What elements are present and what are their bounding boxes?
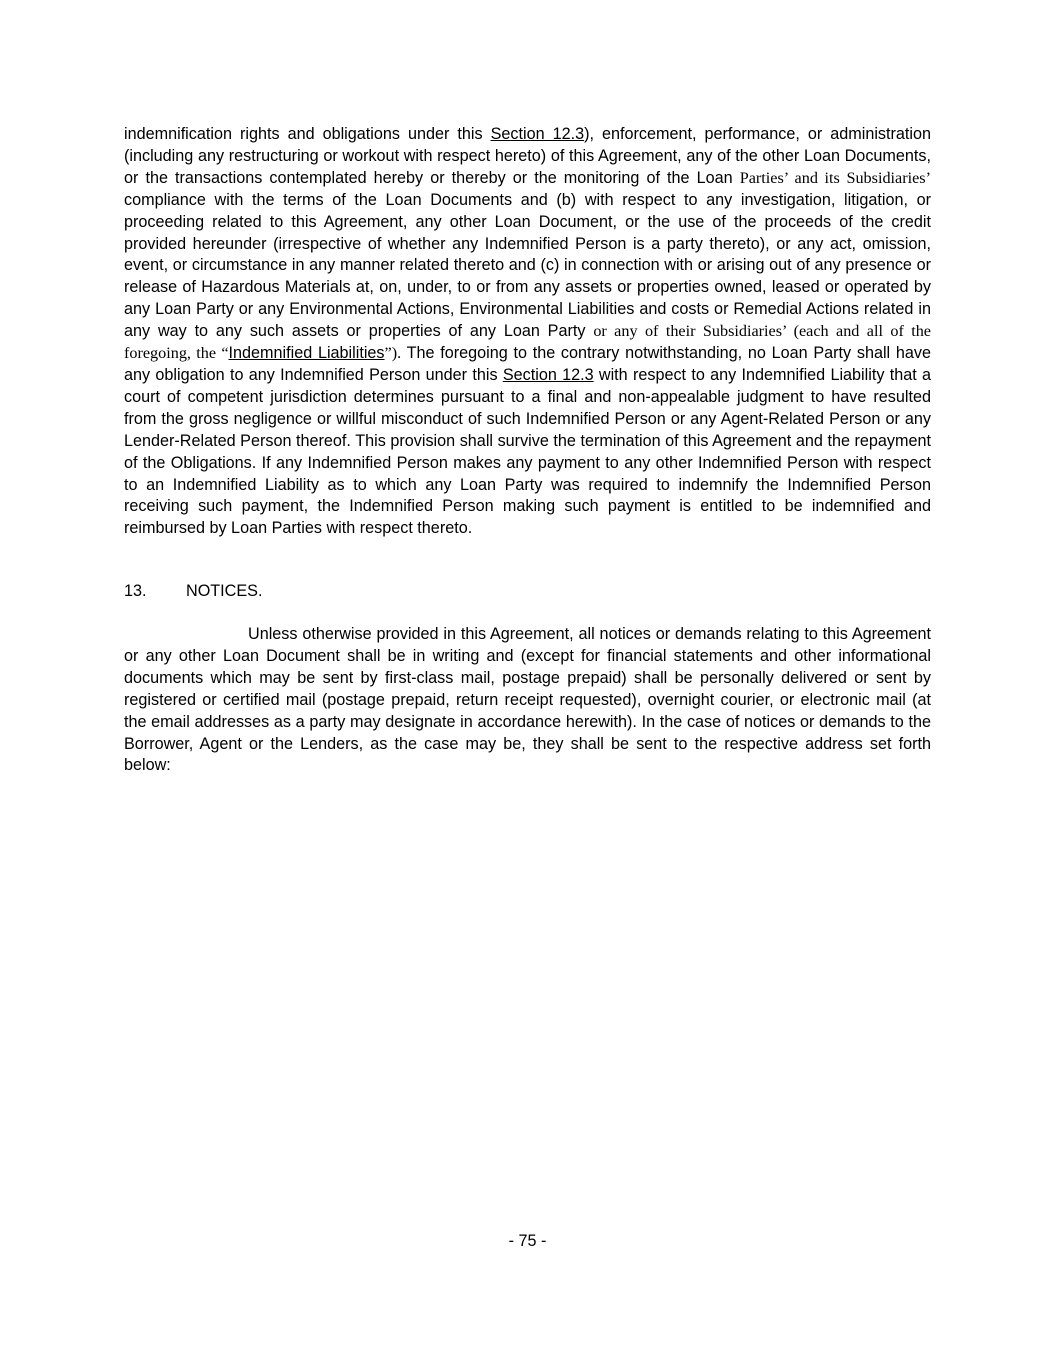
section-number: 13. bbox=[124, 582, 147, 600]
para1-serif-text-3: ”). bbox=[384, 344, 402, 363]
para1-text-3: compliance with the terms of the Loan Documents and (b) with respect to any investigation, litigation, or proceeding related to this Agreement, any other Loan Document, or the use of the proceeds of the credit provided hereunder (irrespective of whether any Indemnified Person is a party thereto), or any act, omission, event, or circumstance in any manner related thereto and (c) in connection with or arising out of any presence or release of Hazardous Materials at, on, under, to or from any assets or properties owned, leased or operated by any Loan Party or any Environmental Actions, Environmental Liabilities and costs or Remedial Actions related in any way to any such assets or properties of any Loan Party bbox=[124, 190, 931, 341]
section-reference-link: Section 12.3 bbox=[490, 125, 585, 143]
section-heading bbox=[124, 581, 262, 603]
defined-term: Indemnified Liabilities bbox=[228, 344, 385, 363]
page-number: - 75 - bbox=[508, 1232, 547, 1250]
para1-serif-text-2: or any of their Subsidiaries’ (each and all of the foregoing, the “ bbox=[124, 322, 931, 363]
para1-text-4: The foregoing to the contrary notwithstanding, no Loan Party shall have any obligation to any Indemnified Person under this bbox=[124, 344, 931, 384]
paragraph-notices bbox=[124, 624, 931, 777]
para1-text-2: ), enforcement, performance, or administration (including any restructuring or workout with respect hereto) of this Agreement, any of the other Loan Documents, or the transactions contemplated hereby or thereby or the monitoring of the Loan bbox=[124, 125, 932, 187]
para1-text-1: indemnification rights and obligations under this bbox=[124, 125, 491, 143]
paragraph-indemnification bbox=[124, 124, 931, 540]
para2-text: Unless otherwise provided in this Agreement, all notices or demands relating to this Agreement or any other Loan Document shall be in writing and (except for financial statements and other informational documents which may be sent by first-class mail, postage prepaid) shall be personally delivered or sent by registered or certified mail (postage prepaid, return receipt requested), overnight courier, or electronic mail (at the email addresses as a party may designate in accordance herewith). In the case of notices or demands to the Borrower, Agent or the Lenders, as the case may be, they shall be sent to the respective address set forth below: bbox=[124, 625, 931, 775]
section-title: NOTICES. bbox=[186, 582, 263, 600]
para1-text-5: with respect to any Indemnified Liability that a court of competent jurisdiction determines pursuant to a final and non-appealable judgment to have resulted from the gross negligence or willful misconduct of such Indemnified Person or any Agent-Related Person or any Lender-Related Person thereof. This provision shall survive the termination of this Agreement and the repayment of the Obligations. If any Indemnified Person makes any payment to any other Indemnified Person with respect to an Indemnified Liability as to which any Loan Party was required to indemnify the Indemnified Person receiving such payment, the Indemnified Person making such payment is entitled to be indemnified and reimbursed by Loan Parties with respect thereto. bbox=[124, 365, 931, 538]
section-reference-link-2: Section 12.3 bbox=[502, 365, 594, 384]
para1-serif-text-1: Parties’ and its Subsidiaries’ bbox=[739, 168, 931, 187]
